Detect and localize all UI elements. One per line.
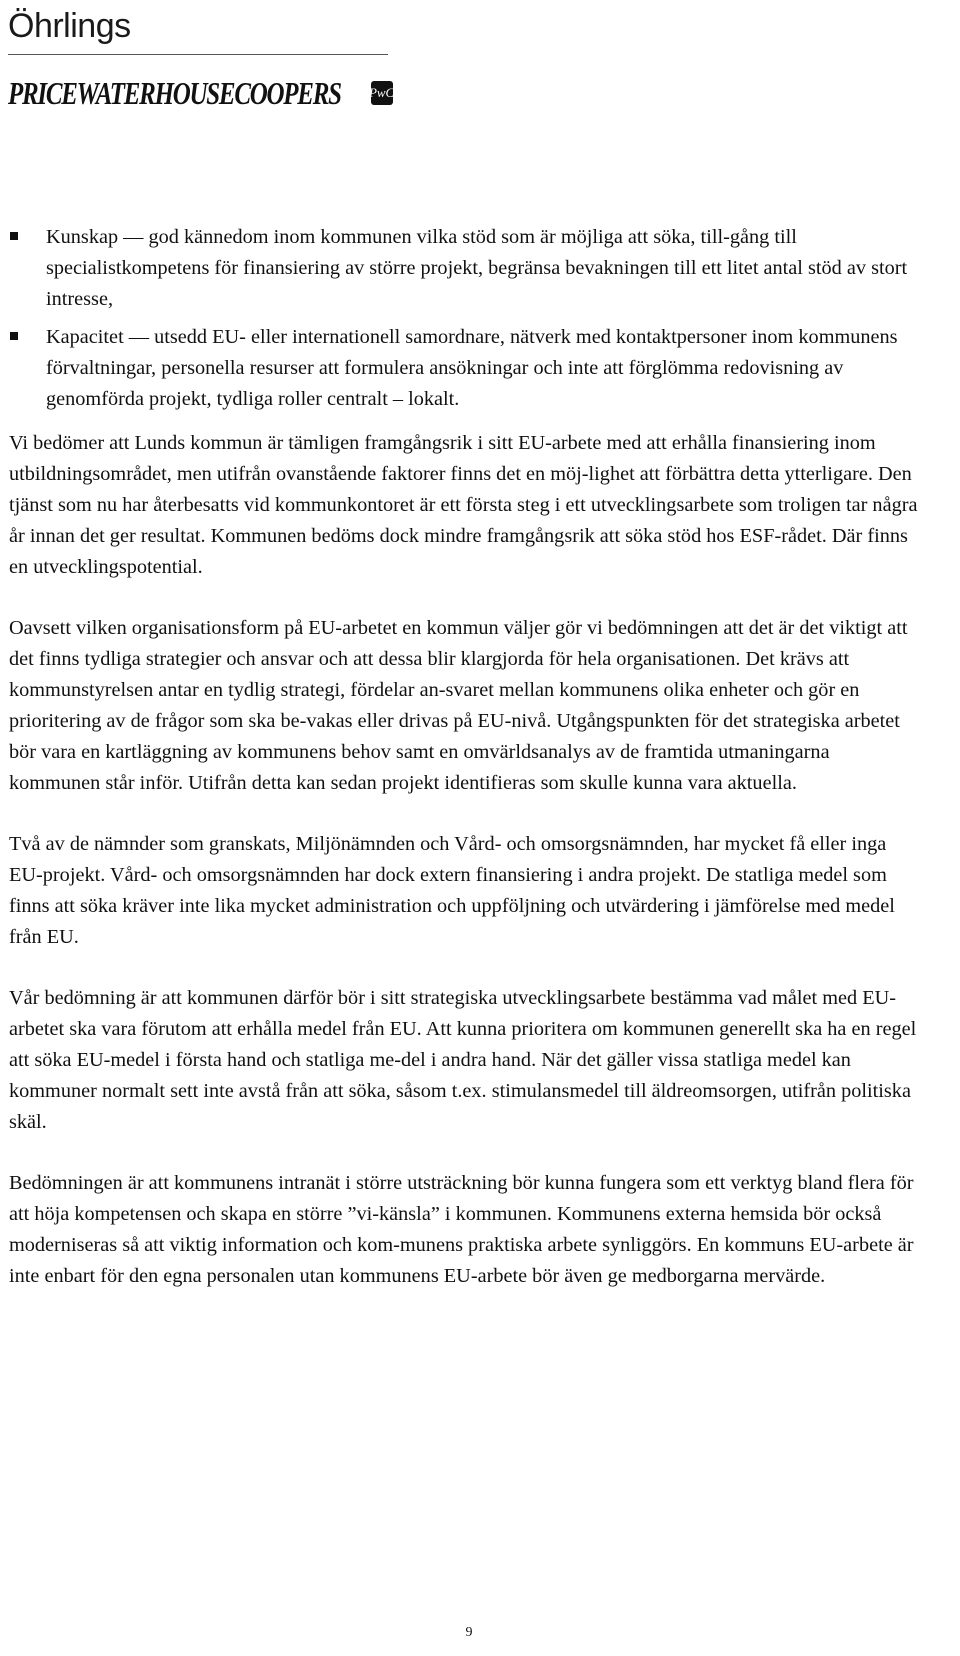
paragraph-intranet: Bedömningen är att kommunens intranät i större utsträckning bör kunna fungera som ett verktyg bland flera för att höja kompetensen och skapa en större ”vi-känsla” i kommunen. Kommunens externa hemsida bör också moderniseras så att viktig information och kom-munens praktiska arbete synliggörs. En kommuns EU-arbete är inte enbart för den egna personalen utan kommunens EU-arbete bör även ge medborgarna mervärde. (9, 1172, 914, 1287)
page-number: 9 (465, 1625, 473, 1640)
square-bullet-icon (10, 332, 18, 340)
bullet-item-kunskap (9, 222, 921, 315)
paragraph-committees: Två av de nämnder som granskats, Miljönämnden och Vård- och omsorgsnämnden, har mycket få eller inga EU-projekt. Vård- och omsorgsnämnden har dock extern finansiering i andra projekt. De statliga medel som finns att söka kräver inte lika mycket administration och uppföljning och utvärdering i jämförelse med medel från EU. (9, 833, 895, 948)
header-divider (8, 54, 388, 55)
bullet-list (9, 222, 921, 415)
company-logo (8, 65, 395, 113)
document-header (8, 6, 395, 113)
paragraph-lund-assessment: Vi bedömer att Lunds kommun är tämligen framgångsrik i sitt EU-arbete med att erhålla finansiering inom utbildningsområdet, men utifrån ovanstående faktorer finns det en möj-lighet att förbättra detta ytterligare. Den tjänst som nu har återbesatts vid kommunkontoret är ett första steg i ett utvecklingsarbete som troligen tar några år innan det ger resultat. Kommunen bedöms dock mindre framgångsrik att söka stöd hos ESF-rådet. Där finns en utvecklingspotential. (9, 432, 918, 578)
bullet-text: Kapacitet — utsedd EU- eller internationell samordnare, nätverk med kontaktpersoner inom kommunens förvaltningar, personella resurser att formulera ansökningar och inte att förglömma redovisning av genomförda projekt, tydliga roller centralt – lokalt. (46, 326, 898, 410)
bullet-text: Kunskap — god kännedom inom kommunen vilka stöd som är möjliga att söka, till-gång till specialistkompetens för finansiering av större projekt, begränsa bevakningen till ett litet antal stöd av stort intresse, (46, 226, 908, 310)
logo-seal-icon: PwC (371, 81, 393, 105)
firm-name: Öhrlings (8, 7, 131, 45)
paragraph-funding-priority: Vår bedömning är att kommunen därför bör i sitt strategiska utvecklingsarbete bestämma vad målet med EU-arbetet ska vara förutom att erhålla medel från EU. Att kunna prioritera om kommunen generellt ska ha en regel att söka EU-medel i första hand och statliga me-del i andra hand. När det gäller vissa statliga medel kan kommuner normalt sett inte avstå från att söka, såsom t.ex. stimulansmedel till äldreomsorgen, utifrån politiska skäl. (9, 987, 917, 1133)
paragraph-organisation-strategy: Oavsett vilken organisationsform på EU-arbetet en kommun väljer gör vi bedömningen att det är det viktigt att det finns tydliga strategier och ansvar och att dessa blir klargjorda för hela organisationen. Det krävs att kommunstyrelsen antar en tydlig strategi, fördelar an-svaret mellan kommunens olika enheter och gör en prioritering av de frågor som ska be-vakas eller drivas på EU-nivå. Utgångspunkten för det strategiska arbetet bör vara en kartläggning av kommunens behov samt en omvärldsanalys av de framtida utmaningarna kommunen står inför. Utifrån detta kan sedan projekt identifieras som skulle kunna vara aktuella. (9, 617, 908, 794)
square-bullet-icon (10, 232, 18, 240)
bullet-item-kapacitet (9, 322, 921, 415)
document-body (9, 222, 921, 1322)
logo-wordmark: PRICEWATERHOUSECOOPERS (8, 75, 341, 111)
